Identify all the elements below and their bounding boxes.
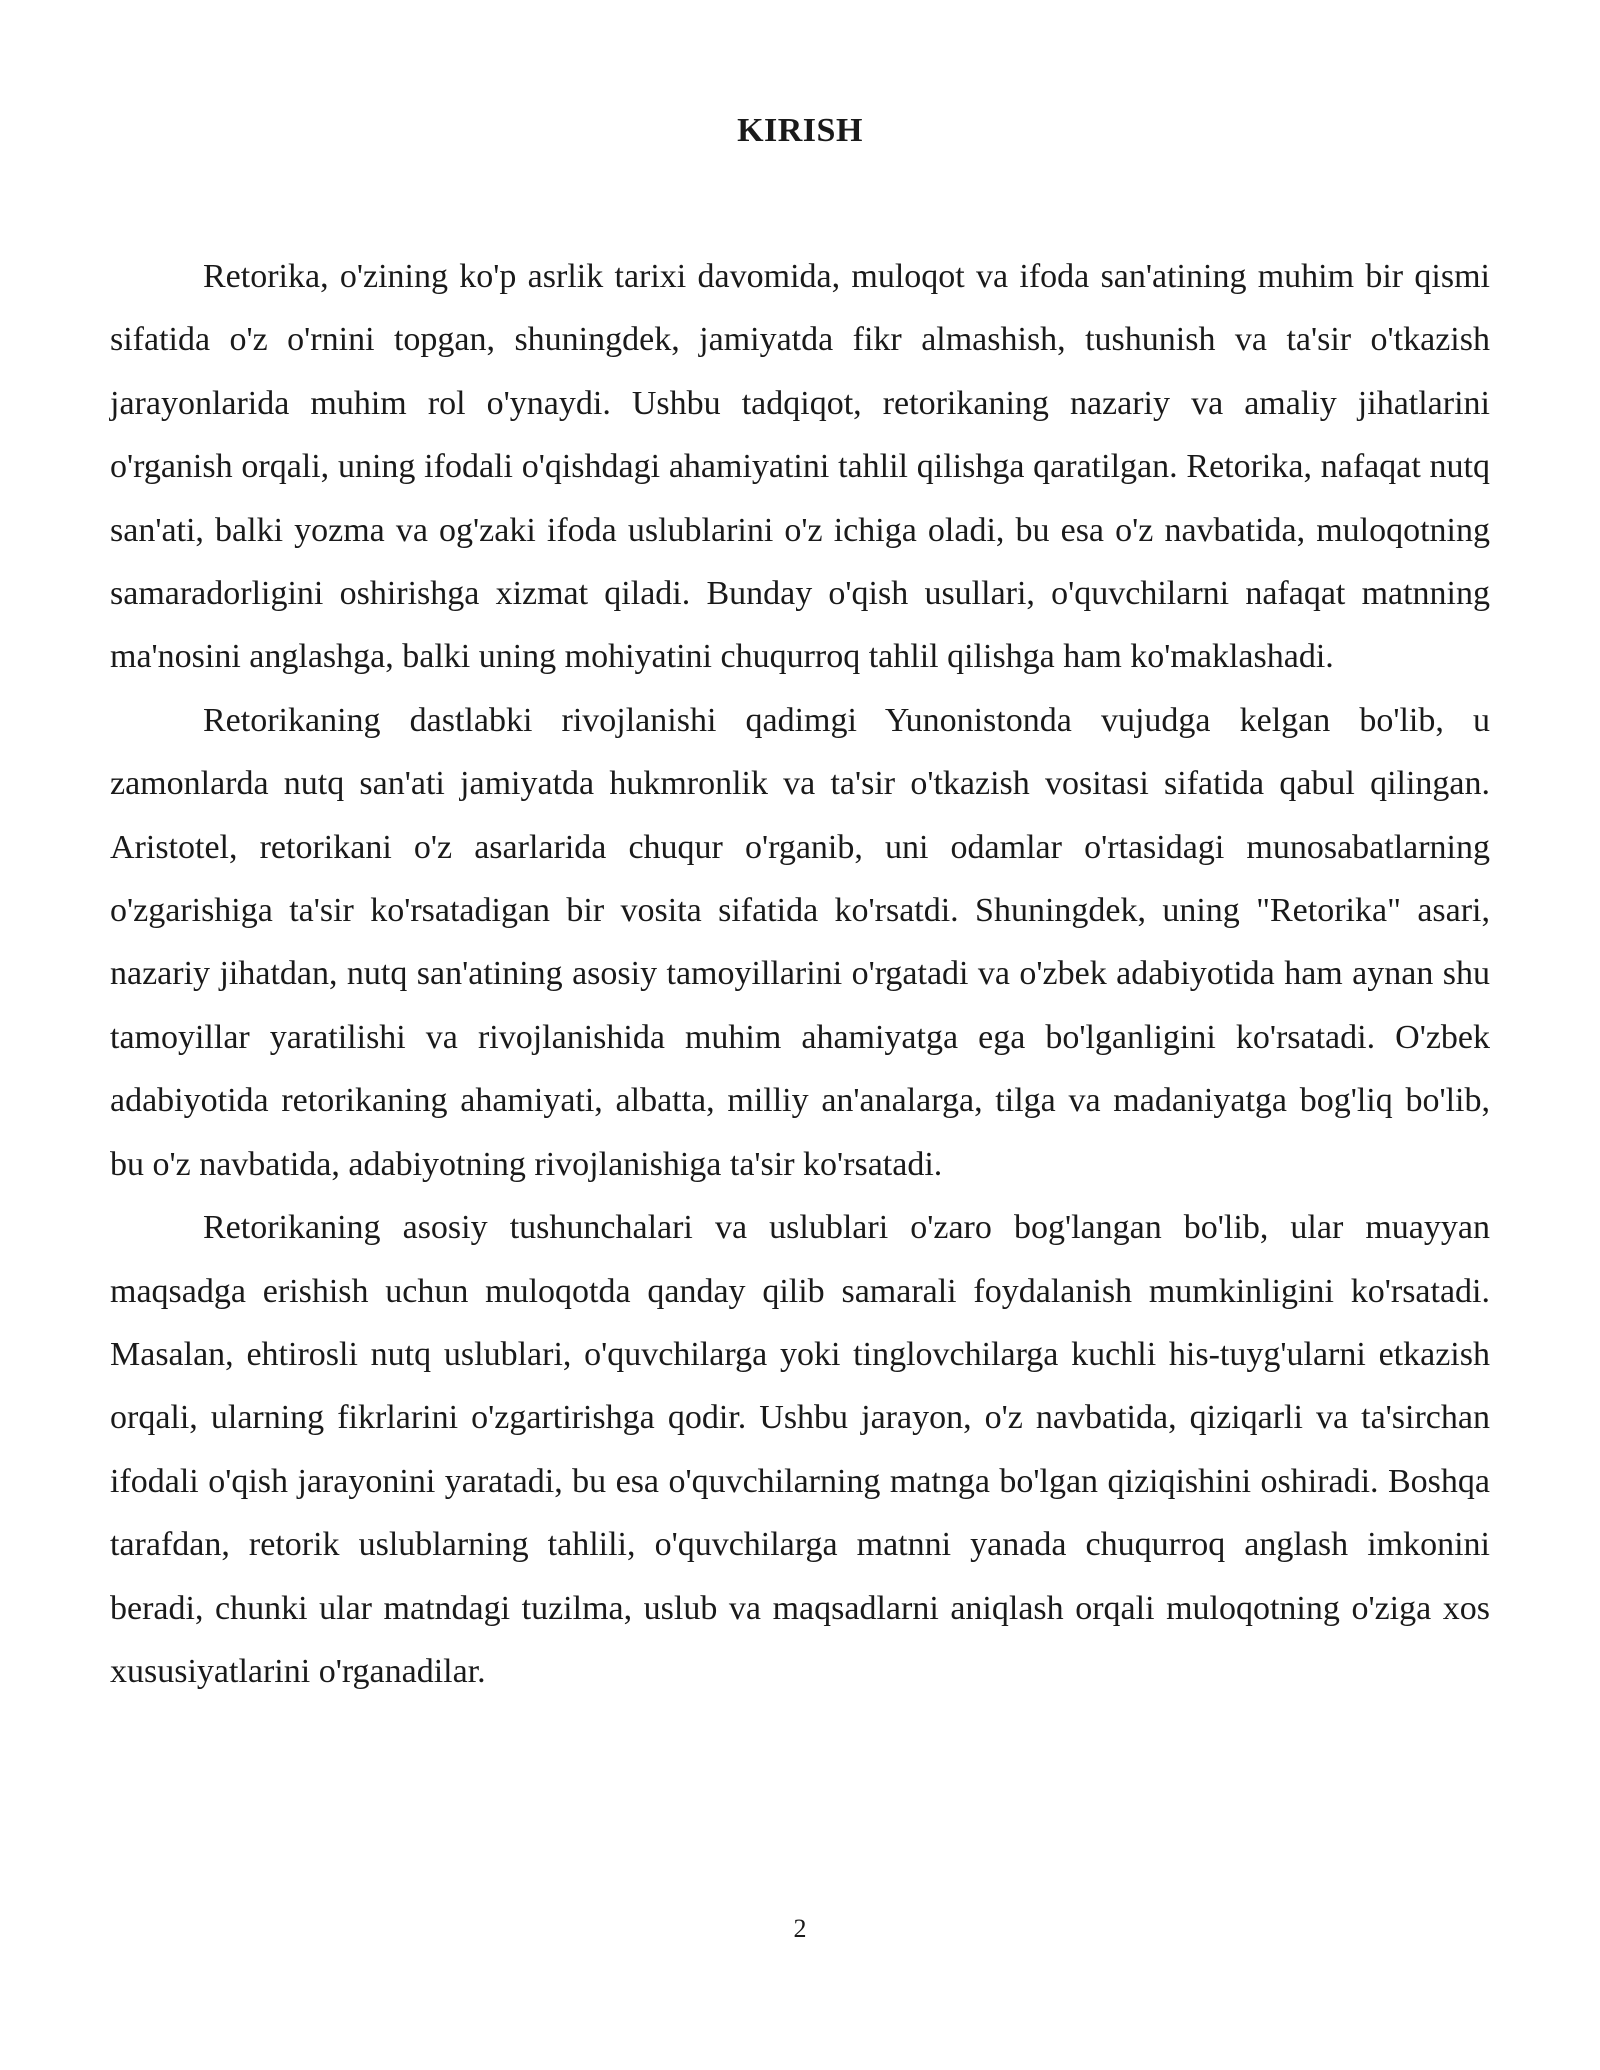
page-number: 2 <box>793 1914 807 1943</box>
document-body <box>110 245 1490 1703</box>
paragraph-2: Retorikaning dastlabki rivojlanishi qadimgi Yunonistonda vujudga kelgan bo'lib, u zamonlarda nutq san'ati jamiyatda hukmronlik va ta'sir o'tkazish vositasi sifatida qabul qilingan. Aristotel, retorikani o'z asarlarida chuqur o'rganib, uni odamlar o'rtasidagi munosabatlarning o'zgarishiga ta'sir ko'rsatadigan bir vosita sifatida ko'rsatdi. Shuningdek, uning "Retorika" asari, nazariy jihatdan, nutq san'atining asosiy tamoyillarini o'rgatadi va o'zbek adabiyotida ham aynan shu tamoyillar yaratilishi va rivojlanishida muhim ahamiyatga ega bo'lganligini ko'rsatadi. O'zbek adabiyotida retorikaning ahamiyati, albatta, milliy an'analarga, tilga va madaniyatga bog'liq bo'lib, bu o'z navbatida, adabiyotning rivojlanishiga ta'sir ko'rsatadi. <box>110 701 1490 1183</box>
paragraph-1: Retorika, o'zining ko'p asrlik tarixi davomida, muloqot va ifoda san'atining muhim bir qismi sifatida o'z o'rnini topgan, shuningdek, jamiyatda fikr almashish, tushunish va ta'sir o'tkazish jarayonlarida muhim rol o'ynaydi. Ushbu tadqiqot, retorikaning nazariy va amaliy jihatlarini o'rganish orqali, uning ifodali o'qishdagi ahamiyatini tahlil qilishga qaratilgan. Retorika, nafaqat nutq san'ati, balki yozma va og'zaki ifoda uslublarini o'z ichiga oladi, bu esa o'z navbatida, muloqotning samaradorligini oshirishga xizmat qiladi. Bunday o'qish usullari, o'quvchilarni nafaqat matnning ma'nosini anglashga, balki uning mohiyatini chuqurroq tahlil qilishga ham ko'maklashadi. <box>110 258 1490 676</box>
page-title: KIRISH <box>737 112 863 149</box>
paragraph-3: Retorikaning asosiy tushunchalari va uslublari o'zaro bog'langan bo'lib, ular muayyan maqsadga erishish uchun muloqotda qanday qilib samarali foydalanish mumkinligini ko'rsatadi. Masalan, ehtirosli nutq uslublari, o'quvchilarga yoki tinglovchilarga kuchli his-tuyg'ularni etkazish orqali, ularning fikrlarini o'zgartirishga qodir. Ushbu jarayon, o'z navbatida, qiziqarli va ta'sirchan ifodali o'qish jarayonini yaratadi, bu esa o'quvchilarning matnga bo'lgan qiziqishini oshiradi. Boshqa tarafdan, retorik uslublarning tahlili, o'quvchilarga matnni yanada chuqurroq anglash imkonini beradi, chunki ular matndagi tuzilma, uslub va maqsadlarni aniqlash orqali muloqotning o'ziga xos xususiyatlarini o'rganadilar. <box>110 1209 1490 1690</box>
